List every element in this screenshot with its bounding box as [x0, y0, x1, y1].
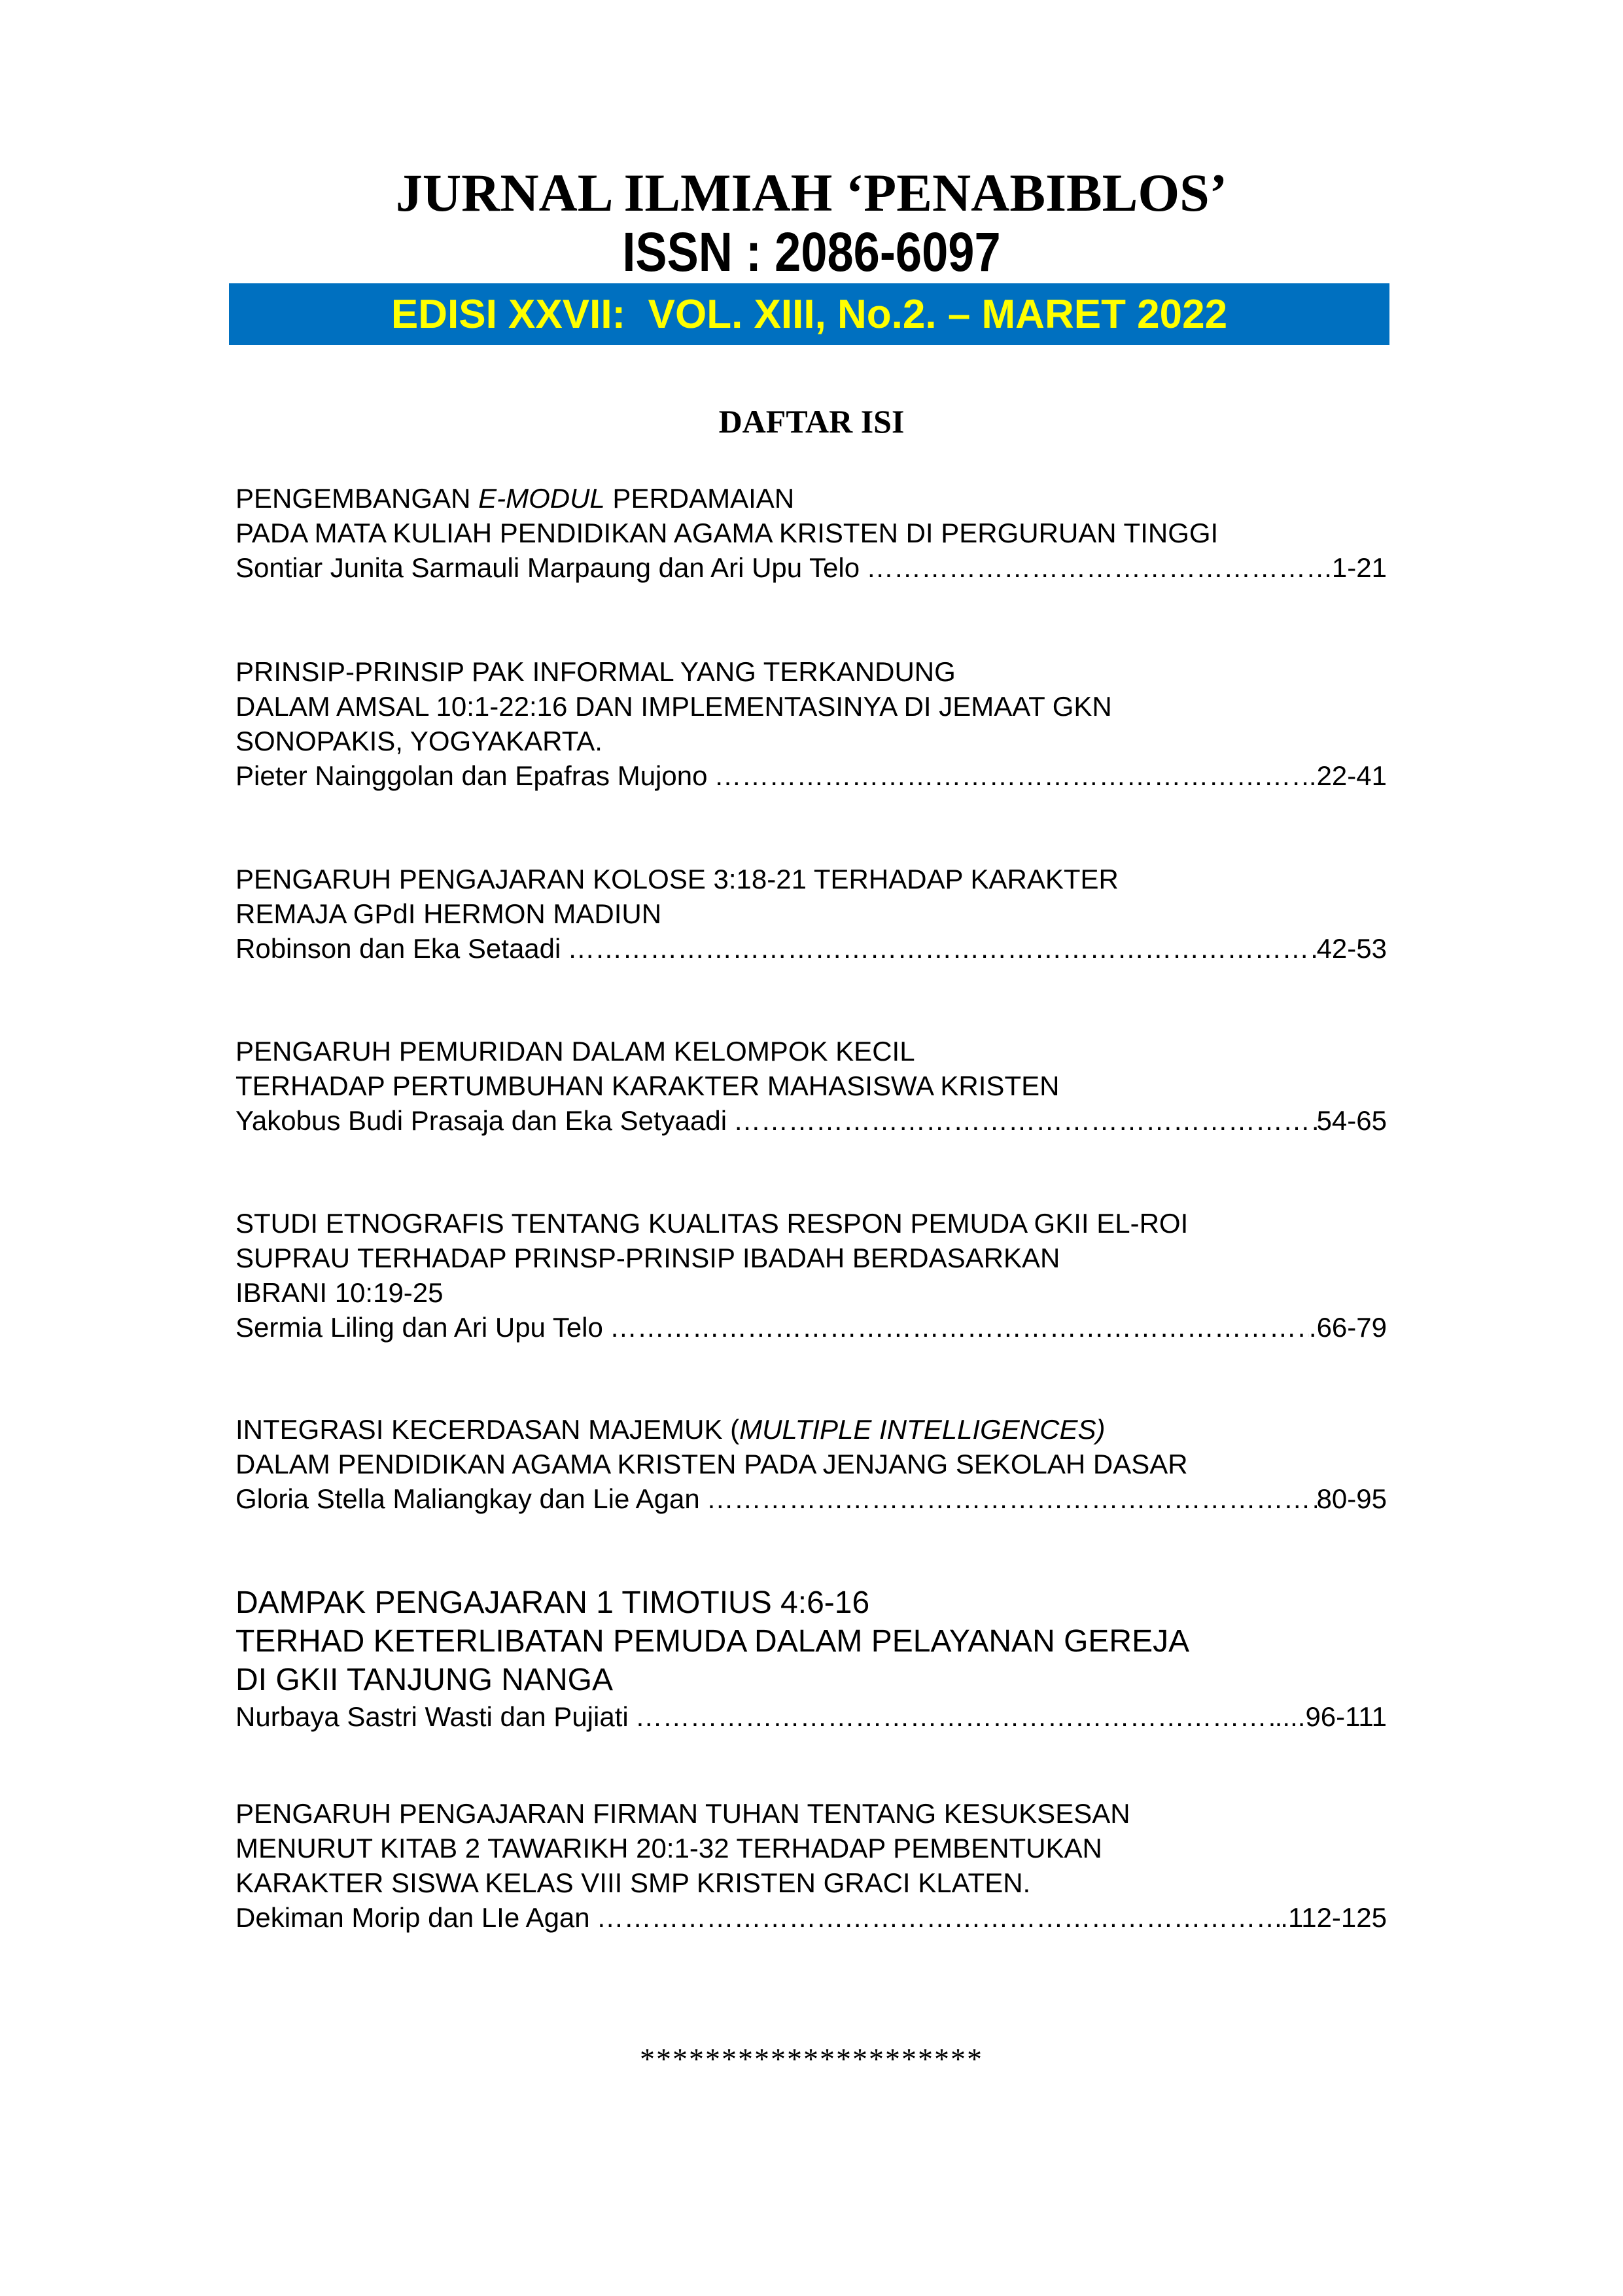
- dot-leader: [727, 1103, 1317, 1138]
- toc-entry: [236, 481, 1387, 585]
- entry-pages: 80-95: [1316, 1483, 1387, 1514]
- entry-author: Sermia Liling dan Ari Upu Telo: [236, 1312, 603, 1343]
- entry-title-line: PADA MATA KULIAH PENDIDIKAN AGAMA KRISTEN DI PERGURUAN TINGGI: [236, 518, 1219, 548]
- toc-entry: [236, 862, 1387, 966]
- entry-title-line: DAMPAK PENGAJARAN 1 TIMOTIUS 4:6-16: [236, 1585, 870, 1620]
- entry-pages: ..22-41: [1301, 760, 1387, 791]
- entry-title-line: SUPRAU TERHADAP PRINSP-PRINSIP IBADAH BERDASARKAN: [236, 1243, 1060, 1273]
- entry-title-line: INTEGRASI KECERDASAN MAJEMUK (MULTIPLE INTELLIGENCES): [236, 1414, 1106, 1445]
- entry-title-line: IBRANI 10:19-25: [236, 1277, 444, 1308]
- entry-title-line: TERHADAP PERTUMBUHAN KARAKTER MAHASISWA KRISTEN: [236, 1070, 1060, 1101]
- entry-title-line: DALAM AMSAL 10:1-22:16 DAN IMPLEMENTASINYA DI JEMAAT GKN: [236, 691, 1112, 722]
- entry-title-line: PENGARUH PENGAJARAN FIRMAN TUHAN TENTANG KESUKSESAN: [236, 1798, 1130, 1829]
- entry-title-line: MENURUT KITAB 2 TAWARIKH 20:1-32 TERHADAP PEMBENTUKAN: [236, 1833, 1102, 1863]
- entry-author: Dekiman Morip dan LIe Agan: [236, 1902, 590, 1933]
- entry-author-row: [236, 1103, 1387, 1138]
- entry-pages: ....96-111: [1274, 1701, 1387, 1732]
- entry-author-row: [236, 1310, 1387, 1345]
- dot-leader: [700, 1481, 1317, 1516]
- entry-author: Sontiar Junita Sarmauli Marpaung dan Ari Upu Telo: [236, 552, 860, 583]
- edition-band: [229, 283, 1389, 345]
- dot-leader: [629, 1699, 1275, 1734]
- entry-author-row: [236, 758, 1387, 793]
- end-separator: *********************: [640, 2042, 983, 2075]
- entry-title-line: KARAKTER SISWA KELAS VIII SMP KRISTEN GRACI KLATEN.: [236, 1867, 1031, 1898]
- entry-title-line: DALAM PENDIDIKAN AGAMA KRISTEN PADA JENJANG SEKOLAH DASAR: [236, 1449, 1188, 1479]
- dot-leader: [590, 1900, 1281, 1935]
- entry-pages: .112-125: [1280, 1902, 1387, 1933]
- toc-entry: [236, 1583, 1387, 1734]
- dot-leader: [561, 931, 1316, 966]
- entry-author: Nurbaya Sastri Wasti dan Pujiati: [236, 1701, 629, 1732]
- entry-author-row: [236, 1900, 1387, 1935]
- entry-author: Robinson dan Eka Setaadi: [236, 933, 561, 964]
- journal-title: JURNAL ILMIAH ‘PENABIBLOS’: [395, 163, 1228, 222]
- entry-author-row: [236, 1699, 1387, 1734]
- entry-title-line: PENGARUH PENGAJARAN KOLOSE 3:18-21 TERHADAP KARAKTER: [236, 864, 1119, 894]
- entry-title-line: DI GKII TANJUNG NANGA: [236, 1663, 613, 1697]
- edition-label: EDISI XXVII: VOL. XIII, No.2. – MARET 2022: [391, 291, 1228, 337]
- entry-title-line: TERHAD KETERLIBATAN PEMUDA DALAM PELAYANAN GEREJA: [236, 1624, 1190, 1659]
- dot-leader: [860, 550, 1324, 585]
- entry-author: Yakobus Budi Prasaja dan Eka Setyaadi: [236, 1105, 727, 1136]
- entry-author: Pieter Nainggolan dan Epafras Mujono: [236, 760, 708, 791]
- entry-title-line: SONOPAKIS, YOGYAKARTA.: [236, 726, 602, 756]
- entry-pages: .1-21: [1324, 552, 1387, 583]
- entry-author: Gloria Stella Maliangkay dan Lie Agan: [236, 1483, 700, 1514]
- issn-number: ISSN : 2086-6097: [622, 221, 1001, 283]
- toc-heading: DAFTAR ISI: [718, 403, 905, 440]
- entry-title-line: STUDI ETNOGRAFIS TENTANG KUALITAS RESPON PEMUDA GKII EL-ROI: [236, 1208, 1189, 1239]
- toc-entry: [236, 654, 1387, 793]
- entry-title-line: REMAJA GPdI HERMON MADIUN: [236, 898, 662, 929]
- entry-author-row: [236, 550, 1387, 585]
- toc-entry: [236, 1206, 1387, 1345]
- entry-pages: 54-65: [1316, 1105, 1387, 1136]
- entry-title-line: PRINSIP-PRINSIP PAK INFORMAL YANG TERKANDUNG: [236, 656, 956, 687]
- toc-entry: [236, 1796, 1387, 1935]
- dot-leader: [603, 1310, 1309, 1345]
- entry-author-row: [236, 931, 1387, 966]
- dot-leader: [707, 758, 1301, 793]
- toc-entry: [236, 1034, 1387, 1138]
- entry-title-line: PENGARUH PEMURIDAN DALAM KELOMPOK KECIL: [236, 1036, 915, 1067]
- entry-author-row: [236, 1481, 1387, 1516]
- toc-entry: [236, 1412, 1387, 1516]
- entry-pages: 42-53: [1316, 933, 1387, 964]
- entry-pages: .66-79: [1308, 1312, 1387, 1343]
- entry-title-line: PENGEMBANGAN E-MODUL PERDAMAIAN: [236, 483, 795, 514]
